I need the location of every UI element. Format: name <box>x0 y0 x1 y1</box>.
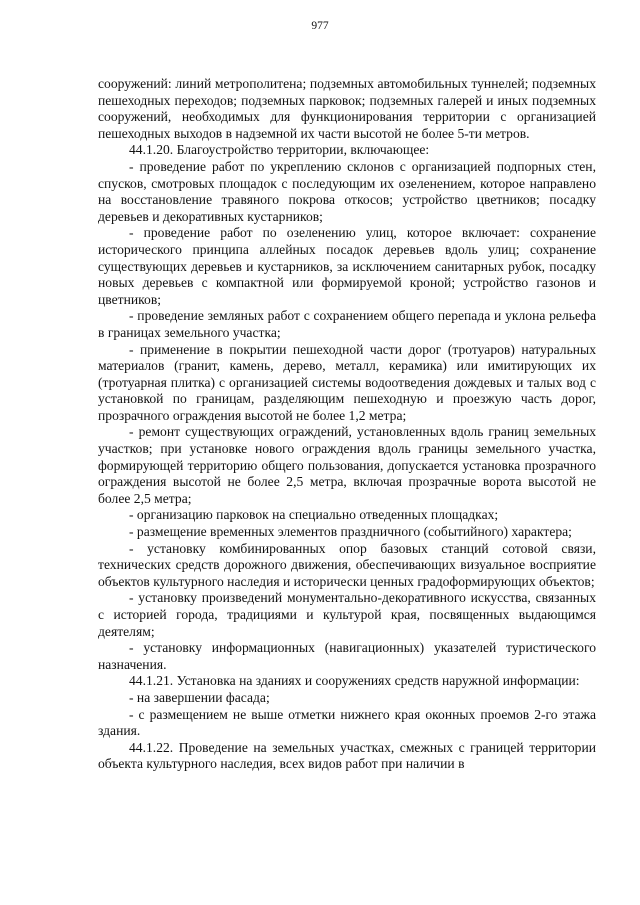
list-item: - организацию парковок на специально отведенных площадках; <box>129 507 499 523</box>
page-number: 977 <box>311 20 329 32</box>
list-item: - установку информационных (навигационных) указателей туристического назначения. <box>98 640 596 672</box>
list-item: - применение в покрытии пешеходной части дорог (тротуаров) натуральных материалов (гранит, камень, дерево, металл, керамика) или имитирующих их (тротуарная плитка) с организацией системы водоотведения дождевых и талых вод с установкой по границам, разделяющим пешеходную и проезжую часть дорог, прозрачного ограждения высотой не более 1,2 метра; <box>98 341 596 423</box>
section-heading-44-1-20: 44.1.20. Благоустройство территории, включающее: <box>129 142 430 158</box>
document-body <box>98 76 596 773</box>
list-item: - размещение временных элементов праздничного (событийного) характера; <box>129 524 572 540</box>
list-item: - ремонт существующих ограждений, установленных вдоль границ земельных участков; при установке нового ограждения вдоль границы земельного участка, формирующей территорию общего пользования, допускается установка прозрачного ограждения высотой не более 2,5 метра, включая прозрачные ворота высотой не более 2,5 метра; <box>98 424 596 506</box>
list-item: - проведение земляных работ с сохранением общего перепада и уклона рельефа в границах земельного участка; <box>98 308 596 340</box>
list-item: - проведение работ по озеленению улиц, которое включает: сохранение исторического принципа аллейных посадок деревьев вдоль улиц; сохранение существующих деревьев и кустарников, за исключением санитарных рубок, посадку новых деревьев с компактной или формируемой кроной; устройство газонов и цветников; <box>98 225 596 307</box>
list-item: - установку произведений монументально-декоративного искусства, связанных с историей города, традициями и культурой края, посвященных выдающимся деятелям; <box>98 590 596 639</box>
list-item: - проведение работ по укреплению склонов с организацией подпорных стен, спусков, смотровых площадок с последующим их озеленением, которое направлено на восстановление травяного покрова откосов; устройство цветников; посадку деревьев и декоративных кустарников; <box>98 158 596 224</box>
section-heading-44-1-21: 44.1.21. Установка на зданиях и сооружениях средств наружной информации: <box>129 673 580 689</box>
paragraph: сооружений: линий метрополитена; подземных автомобильных туннелей; подземных пешеходных переходов; подземных парковок; подземных галерей и иных подземных сооружений, необходимых для функционирования территории с организацией пешеходных выходов в надземной их части высотой не более 5-ти метров. <box>98 76 596 141</box>
list-item: - на завершении фасада; <box>129 689 270 705</box>
list-item: - установку комбинированных опор базовых станций сотовой связи, технических средств дорожного движения, обеспечивающих визуальное восприятие объектов культурного наследия и исторически ценных градоформирующих объектов; <box>98 540 596 589</box>
list-item: - с размещением не выше отметки нижнего края оконных проемов 2-го этажа здания. <box>98 706 596 739</box>
section-heading-44-1-22: 44.1.22. Проведение на земельных участках, смежных с границей территории объекта культурного наследия, всех видов работ при наличии в <box>98 739 596 772</box>
